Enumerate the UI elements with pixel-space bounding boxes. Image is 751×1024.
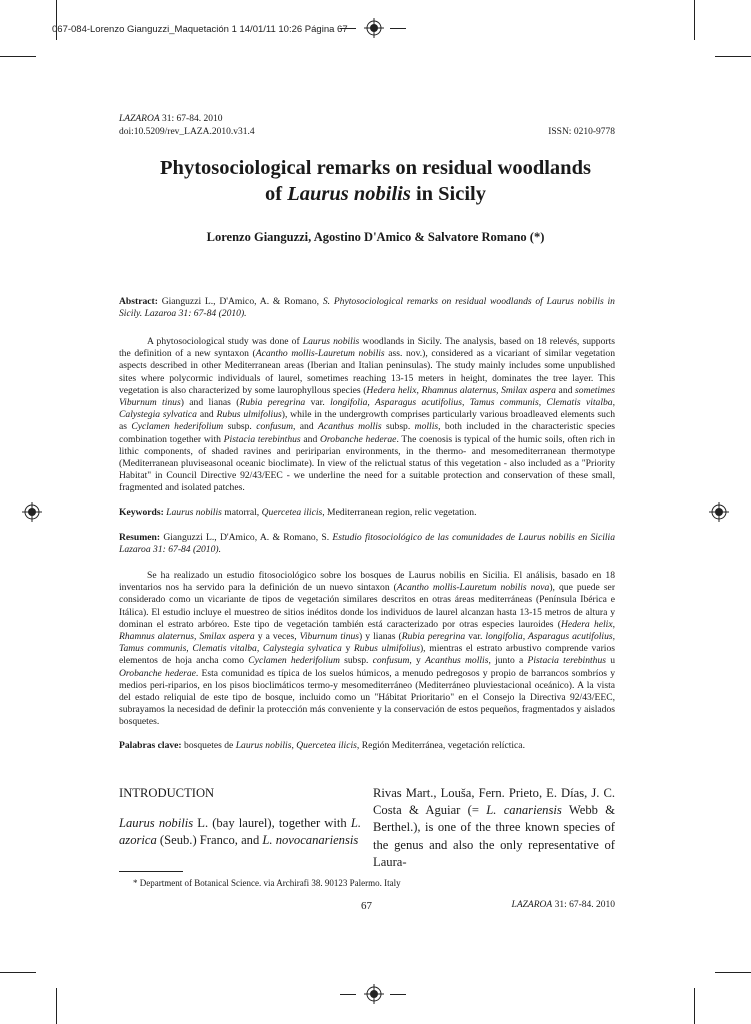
crop-mark <box>56 988 57 1024</box>
title-species: Laurus nobilis <box>287 183 411 205</box>
crop-mark <box>390 28 406 29</box>
resumen-body: Se ha realizado un estudio fitosociológico sobre los bosques de Laurus nobilis en Sicilia. El análisis, basado en 18 inventarios nos ha servido para la definición de un nuevo sintaxon (Acantho mollis-Lauretum nobilis nova), que puede ser considerado como un vicariante de tipos de vegetación similares descritos en otras áreas mediterráneas (Península Ibérica e Itálica). El estudio incluye el muestreo de sitios inéditos donde los individuos de laurel alcanzan hasta 13-15 metros de altura y dominan el estrato arbóreo. Este tipo de vegetación también está caracterizado por otras especies lauroides (Hedera helix, Rhamnus alaternus, Smilax aspera y a veces, Viburnum tinus) y lianas (Rubia peregrina var. longifolia, Asparagus acutifolius, Tamus communis, Clematis vitalba, Calystegia sylvatica y Rubus ulmifolius), mientras el estrato arbustivo comprende varios elementos de hoja ancha como Cyclamen hederifolium subsp. confusum, y Acanthus mollis, junto a Pistacia terebinthus u Orobanche hederae. Esta comunidad es típica de los suelos húmicos, a menudo pedregosos y propio de barrancos sombríos y medios peri-riparios, en los pisos bioclimáticos termo-y mesomediterráneo (Mediterráneo pluviestacional oceánico). A la vista del estado reliquial de este tipo de bosque, incluido como un "Hábitat Prioritario" en el Consejo la Directiva 92/43/EEC, subrayamos la necesidad de definir la protección más conveniente y la conservación de estos pequeños, fragmentados y aislados bosquetes. <box>119 570 616 728</box>
page-number: 67 <box>361 900 372 912</box>
authors: Lorenzo Gianguzzi, Agostino D'Amico & Salvatore Romano (*) <box>206 230 545 244</box>
abstract-citation: Abstract: Gianguzzi L., D'Amico, A. & Romano, S. Phytosociological remarks on residual woodlands of Laurus nobilis in Sicily. Lazaroa 31: 67-84 (2010). <box>119 296 615 320</box>
title-line-2: of Laurus nobilis in Sicily <box>264 183 486 205</box>
palabras-label: Palabras clave: <box>119 740 182 751</box>
crop-mark <box>694 0 695 40</box>
crop-mark <box>0 972 36 973</box>
issn: ISSN: 0210-9778 <box>548 127 615 137</box>
abstract-body: A phytosociological study was done of Laurus nobilis woodlands in Sicily. The analysis, based on 18 relevés, supports the definition of a new syntaxon (Acantho mollis-Lauretum nobilis ass. nov.), considered as a vicariant of similar vegetation aspects described in other Mediterranean areas (Iberian and Italian peninsulas). The study mainly includes some unpublished sites where polycormic individuals of laurel, sometimes reaching 13-15 meters in height, dominates the tree layer. This vegetation is also characterized by some laurophyllous species (Hedera helix, Rhamnus alaternus, Smilax aspera and sometimes Viburnum tinus) and lianas (Rubia peregrina var. longifolia, Asparagus acutifolius, Tamus communis, Clematis vitalba, Calystegia sylvatica and Rubus ulmifolius), while in the undergrowth comprises particularly various broadleaved elements such as Cyclamen hederifolium subsp. confusum, and Acanthus mollis subsp. mollis, both included in the characteristic species combination together with Pistacia terebinthus and Orobanche hederae. The coenosis is typical of the humic soils, often rich in lithic components, of shaded ravines and peririparian environments, in the thermo- and mesomediterranean thermotype (Mediterranean pluviseasonal oceanic bioclimate). In view of the relictual status of this vegetation - also included as a "Priority Habitat" in Council Directive 92/43/EEC - we underline the need for a suitable protection and conservation of these small, fragmented and isolated patches. <box>119 336 616 494</box>
intro-right-column: Rivas Mart., Louša, Fern. Prieto, E. Días, J. C. Costa & Aguiar (= L. canariensis Webb & Berthel.), is one of the three known species of the genus and also the only representative of Laura- <box>373 786 616 869</box>
crop-mark <box>715 972 751 973</box>
crop-mark <box>390 994 406 995</box>
abstract-label: Abstract: <box>119 296 158 307</box>
journal-volume: 31: 67-84. 2010 <box>159 114 223 124</box>
keywords-label: Keywords: <box>119 507 164 518</box>
crop-mark <box>0 56 36 57</box>
registration-mark-icon <box>364 18 384 38</box>
palabras-clave: Palabras clave: bosquetes de Laurus nobilis, Quercetea ilicis, Región Mediterránea, vegetación relíctica. <box>119 740 525 751</box>
registration-mark-icon <box>364 984 384 1004</box>
footer-journal: LAZAROA <box>511 900 553 910</box>
intro-left-column: Laurus nobilis L. (bay laurel), together with L. azorica (Seub.) Franco, and L. novocanariensis <box>119 816 361 848</box>
footnote: * Department of Botanical Science. via Archirafi 38. 90123 Palermo. Italy <box>133 878 401 888</box>
footer-citation: LAZAROA 31: 67-84. 2010 <box>511 900 615 910</box>
title-line-1: Phytosociological remarks on residual woodlands <box>160 157 591 179</box>
registration-mark-icon <box>709 502 729 522</box>
crop-mark <box>340 994 356 995</box>
page-title <box>60 155 691 207</box>
resumen-citation: Resumen: Gianguzzi L., D'Amico, A. & Romano, S. Estudio fitosociológico de las comunidades de Laurus nobilis en Sicilia Lazaroa 31: 67-84 (2010). <box>119 532 615 556</box>
crop-mark <box>715 56 751 57</box>
print-slug: 067-084-Lorenzo Gianguzzi_Maquetación 1 14/01/11 10:26 Página 67 <box>52 24 348 35</box>
resumen-label: Resumen: <box>119 532 161 543</box>
registration-mark-icon <box>22 502 42 522</box>
keywords: Keywords: Laurus nobilis matorral, Quercetea ilicis, Mediterranean region, relic vegetation. <box>119 507 477 518</box>
footnote-rule <box>119 871 183 872</box>
intro-heading: INTRODUCTION <box>119 786 215 800</box>
crop-mark <box>694 988 695 1024</box>
journal-citation <box>119 113 222 126</box>
doi: doi:10.5209/rev_LAZA.2010.v31.4 <box>119 127 255 137</box>
journal-name: LAZAROA <box>119 114 160 124</box>
